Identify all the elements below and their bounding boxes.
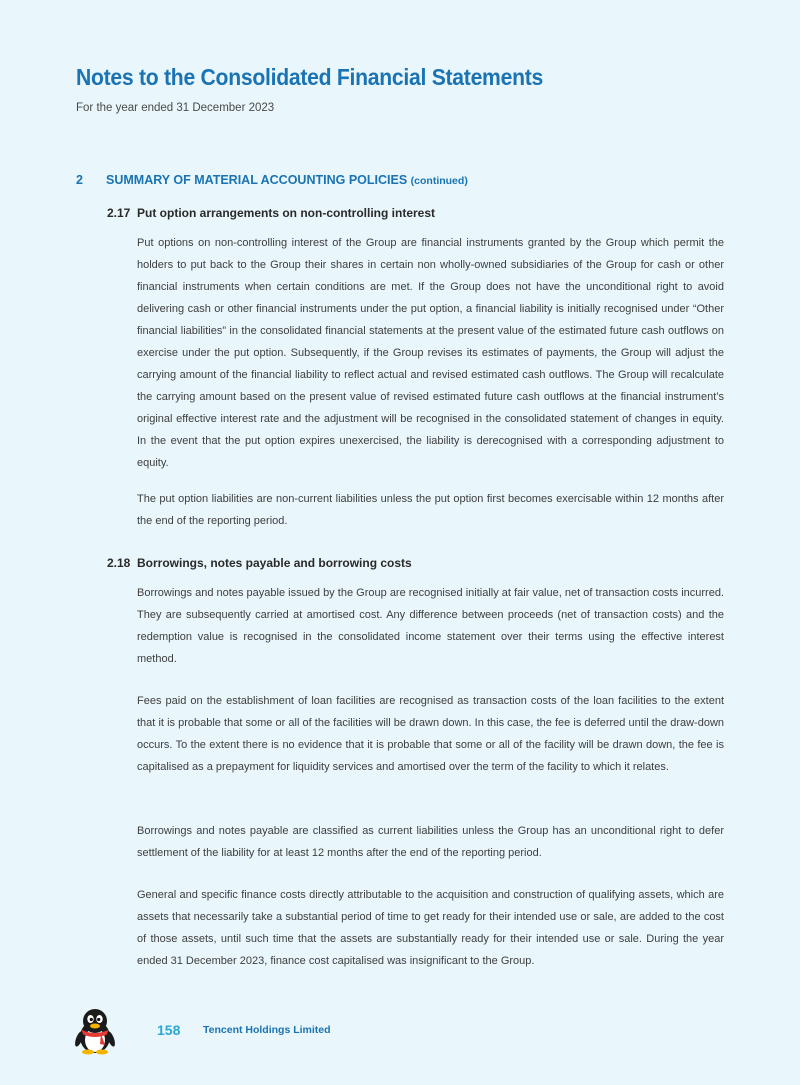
subsection-heading-2-17 [107,206,435,220]
subsection-title: Borrowings, notes payable and borrowing costs [137,556,412,570]
paragraph: Fees paid on the establishment of loan facilities are recognised as transaction costs of the loan facilities to the extent that it is probable that some or all of the facilities will be drawn down. In this case, the fee is deferred until the draw-down occurs. To the extent there is no evidence that it is probable that some or all of the facility will be drawn down, the fee is capitalised as a prepayment for liquidity services and amortised over the term of the facility to which it relates. [137,695,724,773]
section-number: 2 [76,173,83,187]
subsection-number: 2.18 [107,556,131,570]
section-heading [76,173,468,187]
subsection-heading-2-18 [107,556,412,570]
paragraph: General and specific finance costs directly attributable to the acquisition and construction of qualifying assets, which are assets that necessarily take a substantial period of time to get ready for their intended use or sale, are added to the cost of those assets, until such time that the assets are substantially ready for their intended use or sale. During the year ended 31 December 2023, finance cost capitalised was insignificant to the Group. [137,889,724,967]
subsection-number: 2.17 [107,206,131,220]
subsection-title: Put option arrangements on non-controlling interest [137,206,436,220]
paragraph: Borrowings and notes payable issued by the Group are recognised initially at fair value, net of transaction costs incurred. They are subsequently carried at amortised cost. Any difference between proceeds (net of transaction costs) and the redemption value is recognised in the consolidated income statement over their terms using the effective interest method. [137,587,724,665]
qq-penguin-icon [74,1007,116,1060]
paragraph: Put options on non-controlling interest of the Group are financial instruments granted by the Group which permit the holders to put back to the Group their shares in certain non wholly-owned subsidiaries of the Group for cash or other financial instruments when certain conditions are met. If the Group does not have the unconditional right to avoid delivering cash or other financial instruments under the put option, a financial liability is initially recognised under “Other financial liabilities” in the consolidated financial statements at the present value of the estimated future cash outflows on exercise under the put option. Subsequently, if the Group revises its estimates of payments, the Group will adjust the carrying amount of the financial liability to reflect actual and revised estimated cash outflows. The Group will recalculate the carrying amount based on the present value of revised estimated future cash outflows at the financial instrument’s original effective interest rate and the adjustment will be recognised in the consolidated statement of changes in equity. In the event that the put option expires unexercised, the liability is derecognised with a corresponding adjustment to equity. [137,237,724,469]
paragraph: The put option liabilities are non-current liabilities unless the put option first becomes exercisable within 12 months after the end of the reporting period. [137,493,724,527]
page-subtitle: For the year ended 31 December 2023 [76,102,275,114]
paragraph: Borrowings and notes payable are classified as current liabilities unless the Group has an unconditional right to defer settlement of the liability for at least 12 months after the end of the reporting period. [137,825,724,859]
company-name: Tencent Holdings Limited [203,1024,331,1036]
page-number: 158 [157,1022,181,1038]
section-title: SUMMARY OF MATERIAL ACCOUNTING POLICIES [106,173,408,187]
page-title: Notes to the Consolidated Financial Statements [76,64,544,90]
section-continued-label: (continued) [410,175,468,187]
